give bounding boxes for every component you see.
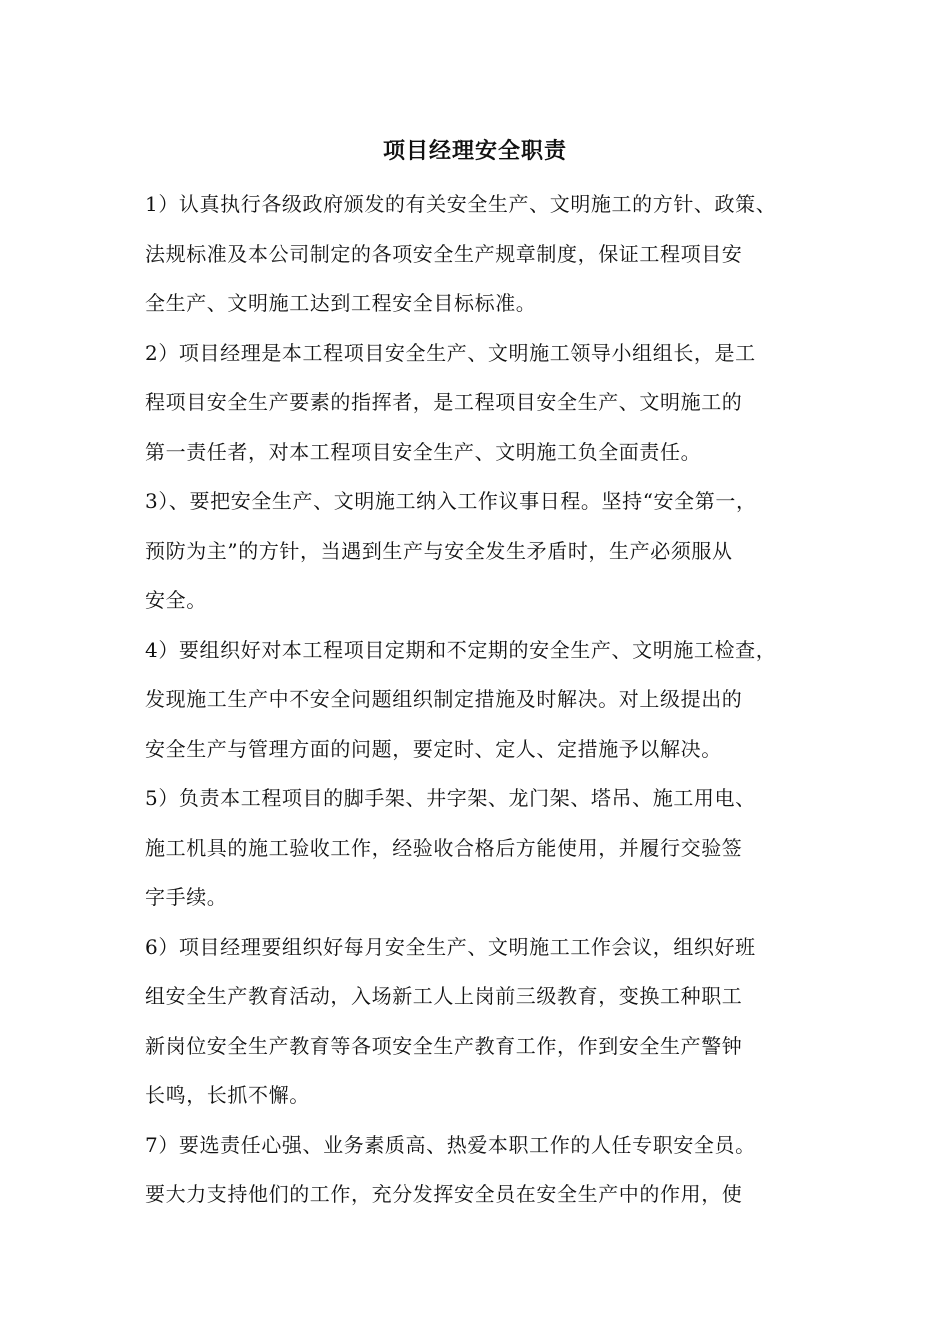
paragraph-line: 第一责任者，对本工程项目安全生产、文明施工负全面责任。: [145, 439, 702, 464]
paragraph-6: [145, 923, 835, 1121]
paragraph-line: 2）项目经理是本工程项目安全生产、文明施工领导小组组长，是工: [145, 340, 756, 365]
paragraph-line: 3）、要把安全生产、文明施工纳入工作议事日程。坚持“安全第一，: [145, 489, 757, 513]
paragraph-line: 安全生产与管理方面的问题，要定时、定人、定措施予以解决。: [145, 736, 722, 761]
paragraph-7: [145, 1121, 835, 1220]
paragraph-line: 新岗位安全生产教育等各项安全生产教育工作，作到安全生产警钟: [145, 1033, 743, 1058]
paragraph-4: [145, 626, 835, 775]
paragraph-1: [145, 180, 835, 329]
paragraph-line: 法规标准及本公司制定的各项安全生产规章制度，保证工程项目安: [145, 241, 743, 266]
paragraph-line: 施工机具的施工验收工作，经验收合格后方能使用，并履行交验签: [145, 835, 743, 860]
paragraph-line: 程项目安全生产要素的指挥者，是工程项目安全生产、文明施工的: [145, 390, 743, 414]
paragraph-line: 组安全生产教育活动，入场新工人上岗前三级教育，变换工种职工: [145, 984, 743, 1008]
paragraph-2: [145, 329, 835, 478]
paragraph-line: 长鸣，长抓不懈。: [145, 1083, 310, 1107]
paragraph-line: 5）负责本工程项目的脚手架、井字架、龙门架、塔吊、施工用电、: [145, 786, 756, 810]
paragraph-line: 4）要组织好对本工程项目定期和不定期的安全生产、文明施工检查，: [145, 637, 777, 662]
paragraph-line: 6）项目经理要组织好每月安全生产、文明施工工作会议，组织好班: [145, 934, 756, 959]
paragraph-line: 要大力支持他们的工作，充分发挥安全员在安全生产中的作用，使: [145, 1182, 743, 1206]
paragraph-line: 全生产、文明施工达到工程安全目标标准。: [145, 291, 537, 315]
document-body: [145, 180, 835, 1220]
paragraph-line: 1）认真执行各级政府颁发的有关安全生产、文明施工的方针、政策、: [145, 192, 777, 216]
paragraph-5: [145, 774, 835, 923]
paragraph-line: 7）要选责任心强、业务素质高、热爱本职工作的人任专职安全员。: [145, 1132, 756, 1157]
paragraph-line: 字手续。: [145, 885, 228, 909]
paragraph-line: 预防为主”的方针，当遇到生产与安全发生矛盾时，生产必须服从: [145, 538, 733, 563]
paragraph-3: [145, 477, 835, 626]
document-title: 项目经理安全职责: [382, 139, 567, 164]
paragraph-line: 安全。: [145, 588, 207, 612]
paragraph-line: 发现施工生产中不安全问题组织制定措施及时解决。对上级提出的: [145, 687, 743, 711]
